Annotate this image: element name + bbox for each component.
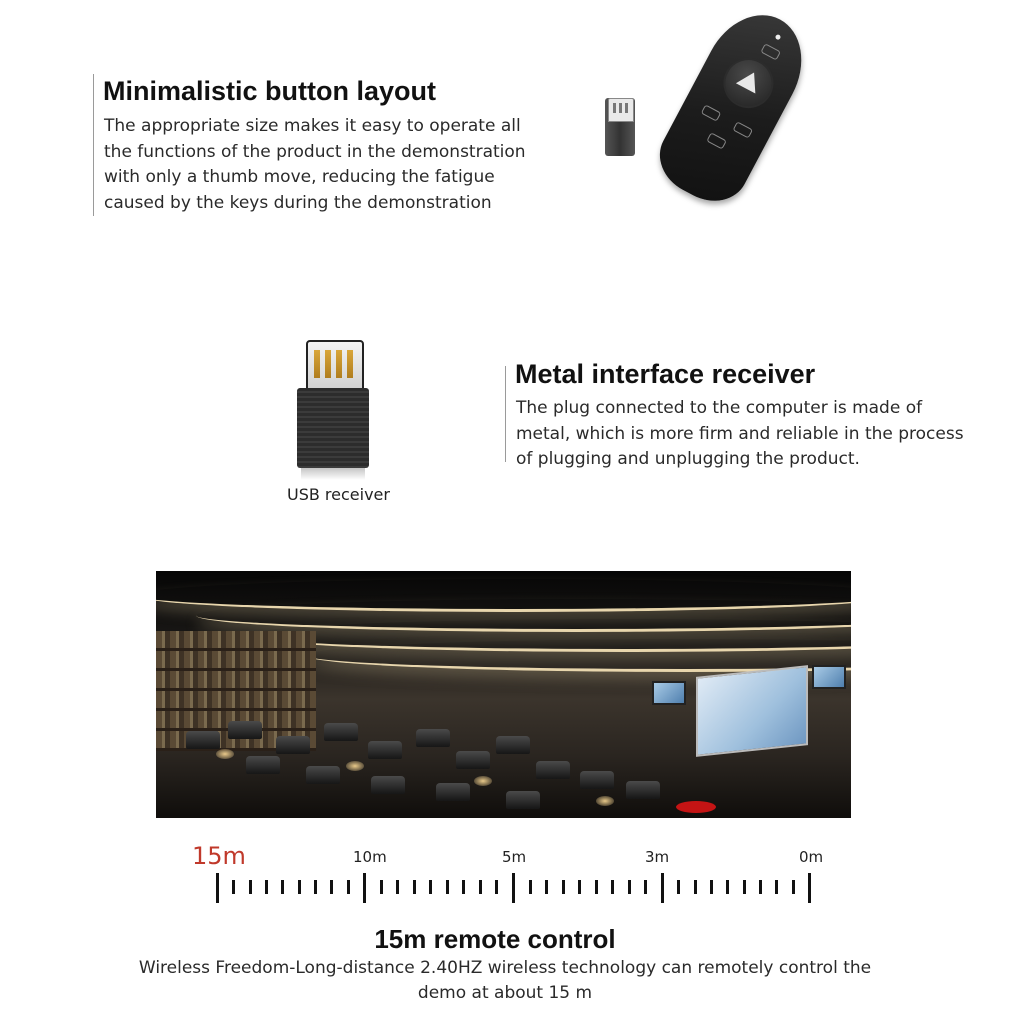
- scale-minor-tick: [628, 880, 631, 894]
- scale-minor-tick: [347, 880, 350, 894]
- scale-minor-tick: [759, 880, 762, 894]
- description-line: the functions of the product in the demonstration: [104, 141, 526, 162]
- description-line: of plugging and unplugging the product.: [516, 449, 860, 469]
- section-title-receiver: Metal interface receiver: [515, 359, 816, 389]
- scale-minor-tick: [677, 880, 680, 894]
- scale-minor-tick: [562, 880, 565, 894]
- scale-major-tick: [363, 873, 366, 903]
- scale-minor-tick: [495, 880, 498, 894]
- usb-receiver-small-image: [605, 98, 635, 156]
- scale-minor-tick: [232, 880, 235, 894]
- scale-minor-tick: [265, 880, 268, 894]
- scale-minor-tick: [775, 880, 778, 894]
- scale-minor-tick: [479, 880, 482, 894]
- scale-major-tick: [808, 873, 811, 903]
- scale-minor-tick: [380, 880, 383, 894]
- section-description-remote: [0, 956, 1010, 1006]
- description-line: metal, which is more firm and reliable in the process: [516, 423, 964, 444]
- scale-label-10m: 10m: [353, 848, 387, 866]
- scale-minor-tick: [396, 880, 399, 894]
- scale-minor-tick: [298, 880, 301, 894]
- section-title-buttons: Minimalistic button layout: [103, 76, 437, 106]
- scale-minor-tick: [529, 880, 532, 894]
- description-line: The appropriate size makes it easy to operate all: [104, 116, 521, 136]
- scale-minor-tick: [446, 880, 449, 894]
- section-description-receiver: [516, 396, 964, 473]
- section-divider: [93, 74, 94, 216]
- description-line: caused by the keys during the demonstration: [104, 192, 492, 213]
- scale-minor-tick: [429, 880, 432, 894]
- section-title-remote: 15m remote control: [374, 924, 616, 954]
- usb-receiver-caption: USB receiver: [287, 485, 390, 504]
- scale-minor-tick: [578, 880, 581, 894]
- projection-screen: [696, 665, 808, 757]
- scale-minor-tick: [644, 880, 647, 894]
- scale-major-tick: [661, 873, 664, 903]
- scale-minor-tick: [611, 880, 614, 894]
- auditorium-photo: [156, 571, 851, 818]
- scale-minor-tick: [330, 880, 333, 894]
- scale-major-tick: [216, 873, 219, 903]
- scale-minor-tick: [726, 880, 729, 894]
- section-divider: [505, 366, 506, 462]
- laser-button: [715, 49, 783, 117]
- description-line: with only a thumb move, reducing the fatigue: [104, 167, 495, 187]
- scale-minor-tick: [743, 880, 746, 894]
- usb-receiver-large-image: [297, 340, 369, 480]
- scale-minor-tick: [792, 880, 795, 894]
- scale-minor-tick: [545, 880, 548, 894]
- scale-minor-tick: [314, 880, 317, 894]
- scale-label-0m: 0m: [799, 848, 824, 866]
- scale-minor-tick: [281, 880, 284, 894]
- scale-minor-tick: [710, 880, 713, 894]
- section-description-buttons: [104, 114, 526, 216]
- description-line: demo at about 15 m: [417, 983, 593, 1003]
- presenter-remote-image: [647, 0, 820, 214]
- scale-minor-tick: [413, 880, 416, 894]
- scale-minor-tick: [595, 880, 598, 894]
- description-line: The plug connected to the computer is made of: [516, 398, 923, 418]
- scale-minor-tick: [249, 880, 252, 894]
- scale-minor-tick: [694, 880, 697, 894]
- description-line: Wireless Freedom-Long-distance 2.40HZ wireless technology can remotely control the: [138, 958, 872, 978]
- scale-minor-tick: [462, 880, 465, 894]
- scale-major-tick: [512, 873, 515, 903]
- scale-label-5m: 5m: [502, 848, 527, 866]
- scale-label-15m: 15m: [192, 842, 246, 870]
- scale-label-3m: 3m: [645, 848, 670, 866]
